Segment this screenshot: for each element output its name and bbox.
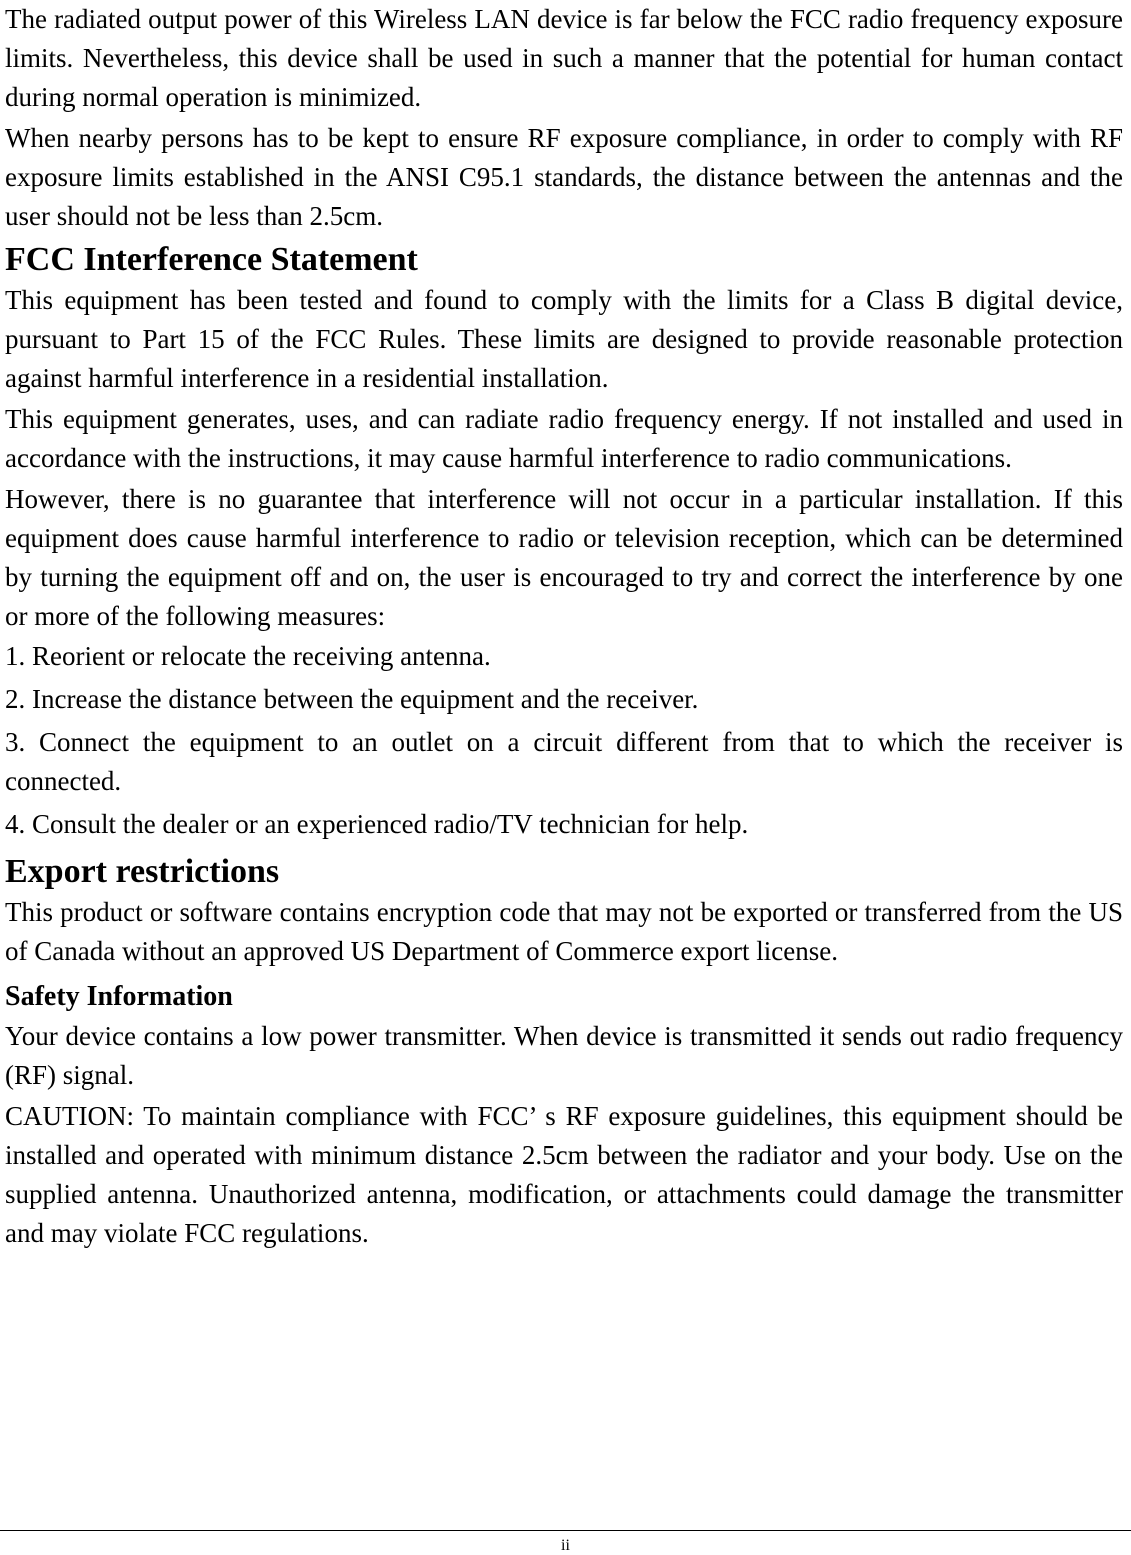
page-number: ii [561, 1537, 570, 1554]
fcc-interference-paragraph-1: This equipment has been tested and found to comply with the limits for a Class B digital device, pursuant to Part 15 of the FCC Rules. These limits are designed to provide reasonable protection against harmful interference in a residential installation. [5, 285, 1123, 393]
measure-list-item: 4. Consult the dealer or an experienced radio/TV technician for help. [5, 809, 749, 839]
measure-list-item: 3. Connect the equipment to an outlet on a circuit different from that to which the receiver is connected. [5, 727, 1123, 796]
export-restrictions-heading: Export restrictions [5, 853, 280, 890]
fcc-interference-paragraph-3: However, there is no guarantee that interference will not occur in a particular installation. If this equipment does cause harmful interference to radio or television reception, which can be determined by turning the equipment off and on, the user is encouraged to try and correct the interference by one or more of the following measures: [5, 484, 1123, 631]
safety-paragraph-1: Your device contains a low power transmitter. When device is transmitted it sends out radio frequency (RF) signal. [5, 1021, 1123, 1090]
fcc-interference-paragraph-2: This equipment generates, uses, and can radiate radio frequency energy. If not installed and used in accordance with the instructions, it may cause harmful interference to radio communications. [5, 404, 1123, 473]
measure-list-item: 2. Increase the distance between the equipment and the receiver. [5, 684, 699, 714]
rf-exposure-paragraph-2: When nearby persons has to be kept to ensure RF exposure compliance, in order to comply with RF exposure limits established in the ANSI C95.1 standards, the distance between the antennas and the user should not be less than 2.5cm. [5, 123, 1123, 231]
safety-information-heading: Safety Information [5, 981, 233, 1012]
export-restrictions-paragraph: This product or software contains encryption code that may not be exported or transferred from the US of Canada without an approved US Department of Commerce export license. [5, 897, 1123, 966]
measure-list-item: 1. Reorient or relocate the receiving antenna. [5, 641, 491, 671]
safety-caution-paragraph: CAUTION: To maintain compliance with FCC’ s RF exposure guidelines, this equipment should be installed and operated with minimum distance 2.5cm between the radiator and your body. Use on the supplied antenna. Unauthorized antenna, modification, or attachments could damage the transmitter and may violate FCC regulations. [5, 1101, 1123, 1248]
footer-divider [0, 1530, 1131, 1531]
rf-exposure-paragraph-1: The radiated output power of this Wireless LAN device is far below the FCC radio frequency exposure limits. Nevertheless, this device shall be used in such a manner that the potential for human contact during normal operation is minimized. [5, 4, 1123, 112]
document-page [5, 0, 1123, 1253]
fcc-interference-heading: FCC Interference Statement [5, 241, 418, 278]
